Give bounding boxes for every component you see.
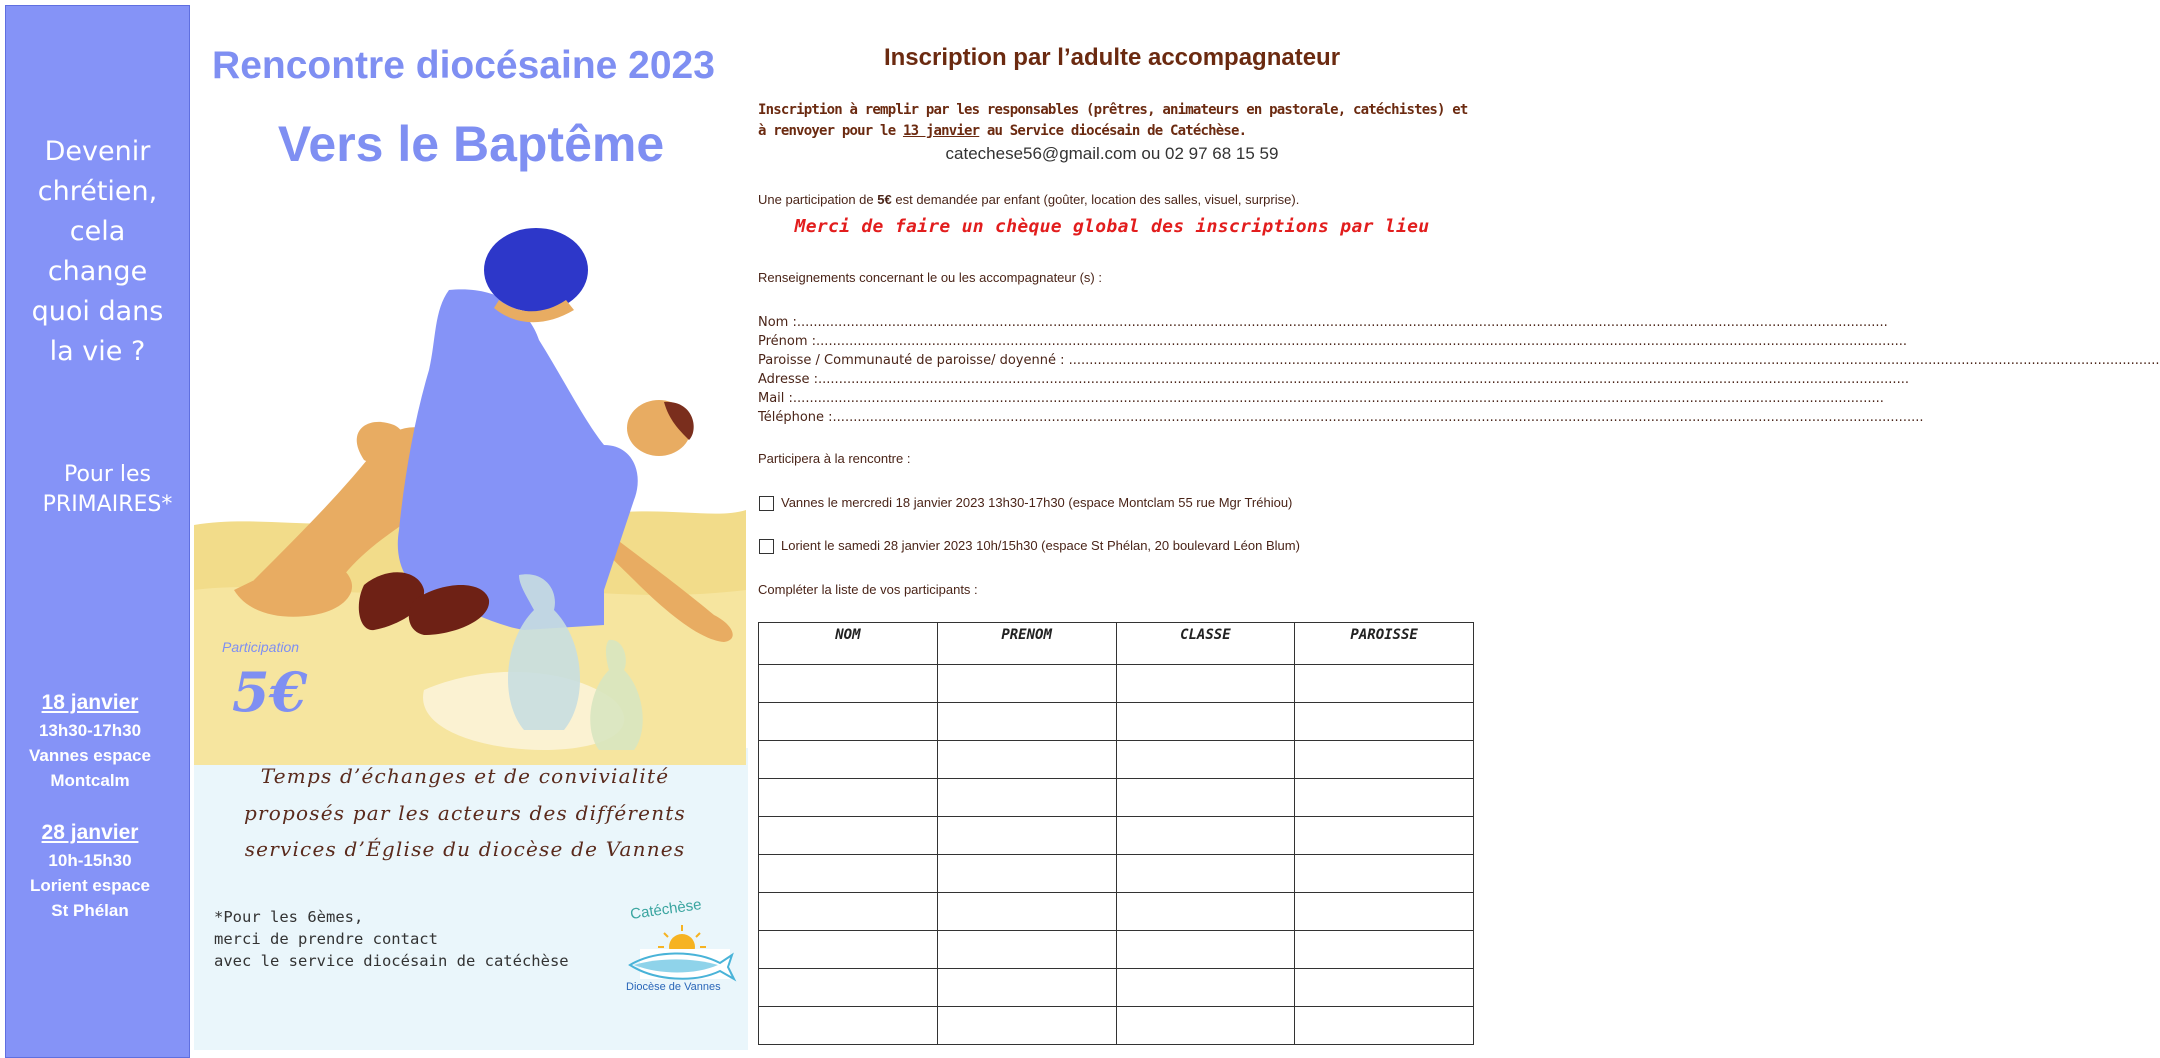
table-cell[interactable] — [1295, 779, 1474, 817]
table-row — [759, 969, 1474, 1007]
column-header-classe: CLASSE — [1116, 623, 1295, 665]
instructions-text: Inscription à remplir par les responsables (prêtres, animateurs en pastorale, catéchistes) et à renvoyer pour le — [758, 102, 1468, 139]
table-cell[interactable] — [759, 817, 938, 855]
form-title: Inscription par l’adulte accompagnateur — [883, 44, 1341, 71]
fee-text: est demandée par enfant (goûter, location des salles, visuel, surprise). — [895, 192, 1300, 207]
logo-text-bottom: Diocèse de Vannes — [626, 981, 721, 993]
table-row — [759, 665, 1474, 703]
sixth-grade-note — [214, 906, 569, 972]
attend-heading: Participera à la rencontre : — [758, 451, 911, 466]
table-cell[interactable] — [759, 969, 938, 1007]
table-cell[interactable] — [1295, 931, 1474, 969]
table-cell[interactable] — [937, 1007, 1116, 1045]
session-time: 10h-15h30 — [48, 851, 132, 870]
table-cell[interactable] — [759, 779, 938, 817]
table-cell[interactable] — [1295, 741, 1474, 779]
name-field[interactable]: Nom :........................................................................................................................................................................................................................................................................ — [758, 315, 1888, 330]
session-place: Montcalm — [50, 771, 130, 790]
table-cell[interactable] — [1295, 855, 1474, 893]
table-cell[interactable] — [1116, 969, 1295, 1007]
table-cell[interactable] — [1116, 855, 1295, 893]
table-cell[interactable] — [759, 855, 938, 893]
table-cell[interactable] — [759, 893, 938, 931]
table-row — [759, 741, 1474, 779]
table-row — [759, 1007, 1474, 1045]
companion-fields — [758, 313, 2160, 427]
address-field[interactable]: Adresse :........................................................................................................................................................................................................................................................................ — [758, 372, 1909, 387]
column-header-paroisse: PAROISSE — [1295, 623, 1474, 665]
vannes-option-label: Vannes le mercredi 18 janvier 2023 13h30-17h30 (espace Montclam 55 rue Mgr Tréhiou) — [781, 495, 1293, 510]
contact-info: catechese56@gmail.com ou 02 97 68 15 59 — [945, 144, 1279, 163]
session-place: St Phélan — [51, 901, 129, 920]
table-cell[interactable] — [937, 931, 1116, 969]
table-cell[interactable] — [937, 741, 1116, 779]
question-line: chrétien, — [37, 176, 158, 207]
list-heading: Compléter la liste de vos participants : — [758, 582, 978, 597]
table-cell[interactable] — [937, 969, 1116, 1007]
table-cell[interactable] — [1295, 817, 1474, 855]
instructions-text: au Service diocésain de Catéchèse. — [986, 123, 1247, 139]
question-line: quoi dans — [31, 296, 164, 327]
question-line: la vie ? — [49, 336, 146, 367]
sidebar-question — [5, 132, 190, 372]
table-cell[interactable] — [937, 703, 1116, 741]
table-cell[interactable] — [1295, 1007, 1474, 1045]
table-cell[interactable] — [937, 665, 1116, 703]
table-header-row — [759, 623, 1474, 665]
table-cell[interactable] — [937, 817, 1116, 855]
tagline-line: services d’Église du diocèse de Vannes — [244, 837, 686, 861]
column-header-prenom: PRENOM — [937, 623, 1116, 665]
vannes-checkbox[interactable] — [759, 496, 774, 511]
fee-amount: 5€ — [877, 192, 892, 207]
table-cell[interactable] — [759, 931, 938, 969]
table-cell[interactable] — [1116, 741, 1295, 779]
session-place: Vannes espace — [29, 746, 151, 765]
participation-label: Participation — [222, 639, 300, 655]
session-date: 18 janvier — [41, 691, 139, 714]
column-header-nom: NOM — [759, 623, 938, 665]
lorient-option-label: Lorient le samedi 28 janvier 2023 10h/15h30 (espace St Phélan, 20 boulevard Léon Blum) — [781, 538, 1300, 553]
table-row — [759, 855, 1474, 893]
question-line: Devenir — [44, 136, 151, 167]
phone-field[interactable]: Téléphone :........................................................................................................................................................................................................................................................................ — [758, 410, 1924, 425]
session-place: Lorient espace — [30, 876, 150, 895]
table-cell[interactable] — [759, 703, 938, 741]
table-cell[interactable] — [1295, 665, 1474, 703]
table-cell[interactable] — [1116, 1007, 1295, 1045]
form-instructions — [758, 100, 1470, 142]
logo-text-top: Catéchèse — [629, 896, 703, 923]
fee-notice — [758, 192, 1299, 207]
table-cell[interactable] — [937, 779, 1116, 817]
deadline-date: 13 janvier — [902, 123, 980, 139]
table-row — [759, 931, 1474, 969]
tagline-line: Temps d’échanges et de convivialité — [260, 764, 670, 788]
table-cell[interactable] — [759, 741, 938, 779]
table-cell[interactable] — [1116, 817, 1295, 855]
audience-line: Pour les — [63, 462, 152, 487]
table-cell[interactable] — [759, 1007, 938, 1045]
table-cell[interactable] — [1295, 703, 1474, 741]
cheque-notice: Merci de faire un chèque global des inscriptions par lieu — [794, 216, 1430, 237]
table-cell[interactable] — [937, 855, 1116, 893]
companion-heading: Renseignements concernant le ou les accompagnateur (s) : — [758, 270, 1102, 285]
event-tagline — [200, 758, 730, 868]
table-row — [759, 893, 1474, 931]
table-row — [759, 779, 1474, 817]
event-subtitle: Vers le Baptême — [277, 116, 665, 172]
table-cell[interactable] — [1116, 665, 1295, 703]
session-info-vannes — [5, 688, 175, 793]
table-row — [759, 703, 1474, 741]
lorient-checkbox[interactable] — [759, 539, 774, 554]
note-line: merci de prendre contact — [214, 930, 438, 948]
participants-table — [758, 622, 1474, 1045]
session-time: 13h30-17h30 — [38, 721, 142, 740]
note-line: avec le service diocésain de catéchèse — [214, 952, 569, 970]
table-cell[interactable] — [1116, 703, 1295, 741]
table-row — [759, 817, 1474, 855]
table-cell[interactable] — [1116, 779, 1295, 817]
table-cell[interactable] — [1295, 969, 1474, 1007]
catechese-logo — [620, 895, 740, 1005]
question-line: change — [47, 256, 148, 287]
parish-field[interactable]: Paroisse / Communauté de paroisse/ doyenné : ........................................................................................................................................................................................................................................................................ — [758, 353, 2160, 368]
table-cell[interactable] — [759, 665, 938, 703]
table-cell[interactable] — [1116, 893, 1295, 931]
note-line: *Pour les 6èmes, — [214, 908, 364, 926]
table-cell[interactable] — [1295, 893, 1474, 931]
audience-line: PRIMAIRES* — [42, 492, 173, 517]
event-title: Rencontre diocésaine 2023 — [212, 44, 715, 87]
firstname-field[interactable]: Prénom :........................................................................................................................................................................................................................................................................ — [758, 334, 1907, 349]
tagline-line: proposés par les acteurs des différents — [243, 800, 686, 825]
table-cell[interactable] — [937, 893, 1116, 931]
sidebar-audience — [5, 460, 210, 520]
email-field[interactable]: Mail :........................................................................................................................................................................................................................................................................ — [758, 391, 1884, 406]
session-date: 28 janvier — [41, 821, 139, 844]
participation-price: 5€ — [232, 660, 308, 724]
fee-text: Une participation de — [758, 192, 874, 207]
table-cell[interactable] — [1116, 931, 1295, 969]
question-line: cela — [69, 216, 126, 247]
session-info-lorient — [5, 818, 175, 923]
